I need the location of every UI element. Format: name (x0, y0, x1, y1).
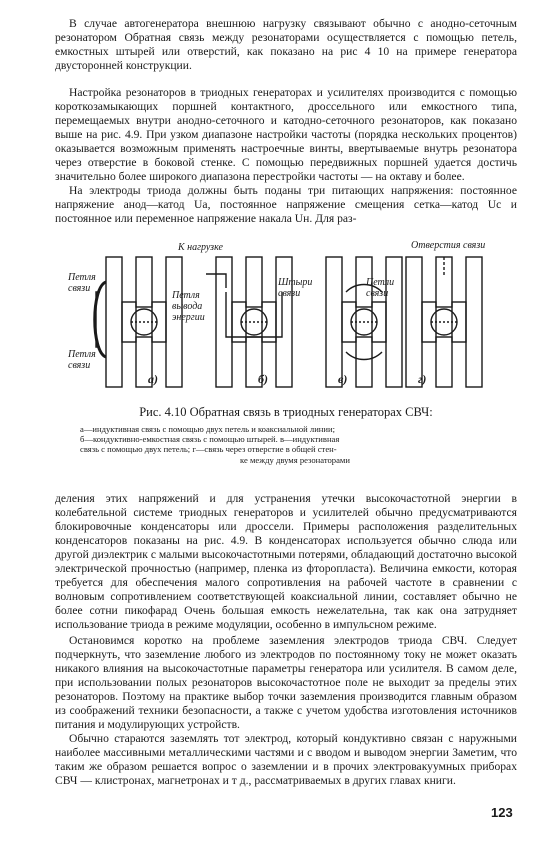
subfig-a-label: а) (148, 372, 158, 386)
paragraph-2: Настройка резонаторов в триодных генераторах и усилителях производится с помощью короткозамыкающих поршней контактного, дроссельного или емкостного типа, перемещаемых внутри анодно-сеточного и катодно-сеточного резонаторов, как показано выше на рис. 4.9. При узком диапазоне настройки частоты (порядка нескольких процентов) оказывается возможным применять настроечные винты, ввертываемые внутрь резонатора через отверстие в боковой стенке. С помощью передвижных поршней удается достичь значительно более широкого диапазона перестройки частоты — на октаву и более. (55, 86, 517, 183)
label-petlya-svyazi-top: Петля связи (68, 272, 96, 294)
caption-line: связь с помощью двух петель; г—связь через отверстие в общей стен- (80, 444, 337, 455)
caption-line: а—индуктивная связь с помощью двух петель и коаксиальной линии; (80, 424, 335, 434)
label-k-nagruzke: К нагрузке (178, 242, 223, 253)
figure-drawing (66, 232, 526, 392)
figure-4-10 (66, 232, 526, 392)
paragraph-4: деления этих напряжений и для устранения утечки высокочастотной энергии в колебательной системе триодных генераторов и усилителей обычно предусматриваются блокировочные конденсаторы или дроссели. Примеры расположения разделительных конденсаторов показаны на рис. 4.9. В конденсаторах используется обычно слюда или другой диэлектрик с малыми высокочастотными потерями, обладающий достаточно высокой электрической прочностью (например, пленка из фторопласта). Величина емкости, которая требуется для обеспечения малого сопротивления на рабочей частоте в сравнении с волновым сопротивлением соответствующей коаксиальной линии, составляет обычно не более сотни пикофарад Очень большая емкость нежелательна, так как она затрудняет использование триода в режиме модуляции, особенно в импульсном режиме. (55, 492, 517, 631)
subfig-c-label: в) (338, 372, 348, 386)
label-shtyri-svyazi: Штыри связи (278, 277, 313, 299)
figure-caption: Рис. 4.10 Обратная связь в триодных генераторах СВЧ: (139, 405, 433, 419)
caption-line: б—кондуктивно-емкостная связь с помощью штырей. в—индуктивная (80, 434, 340, 445)
page-number: 123 (491, 805, 513, 820)
paragraph-3: На электроды триода должны быть поданы три питающих напряжения: постоянное напряжение анод—катод Uа, постоянное напряжение смещения сетка—катод Uс и постоянное или переменное напряжение накала Uн. Для раз- (55, 184, 517, 225)
label-petlya-vyvoda: Петля вывода энергии (172, 290, 205, 323)
cavity-d (406, 257, 482, 387)
paragraph-5: Остановимся коротко на проблеме заземления электродов триода СВЧ. Следует подчеркнуть, что заземление любого из электродов по постоянному току не может оказать никакого влияния на высокочастотные параметры генератора или усилителя. В самом деле, при использовании полых резонаторов высокочастотное поле не выходит за пределы этих резонаторов. Поэтому на практике выбор точки заземления производится главным образом из соображений техники безопасности, а также с учетом удобства изготовления источников питания и модулирующих устройств. (55, 634, 517, 731)
subfig-b-label: б) (258, 372, 268, 386)
label-otverstiya-svyazi: Отверстия связи (411, 240, 486, 251)
label-petlya-svyazi-bottom: Петля связи (68, 349, 96, 371)
figure-caption-description (80, 424, 510, 465)
paragraph-1: В случае автогенератора внешнюю нагрузку связывают обычно с анодно-сеточным резонатором Обратная связь между резонаторами осуществляется с помощью петель, емкостных штырей или отверстий, как показано на рис 4 10 на примере генератора двусторонней конструкции. (55, 17, 517, 72)
label-petli-svyazi: Петли связи (366, 277, 395, 299)
caption-line: ке между двумя резонаторами (240, 454, 350, 465)
subfig-d-label: г) (418, 372, 427, 386)
paragraph-6: Обычно стараются заземлять тот электрод, который кондуктивно связан с наружными наиболее массивными металлическими частями и с вводом и выводом энергии Заметим, что таким же образом решается вопрос о заземлении и в прочих электровакуумных приборах СВЧ — клистронах, магнетронах и т д., рассматриваемых в других главах книги. (55, 732, 517, 787)
